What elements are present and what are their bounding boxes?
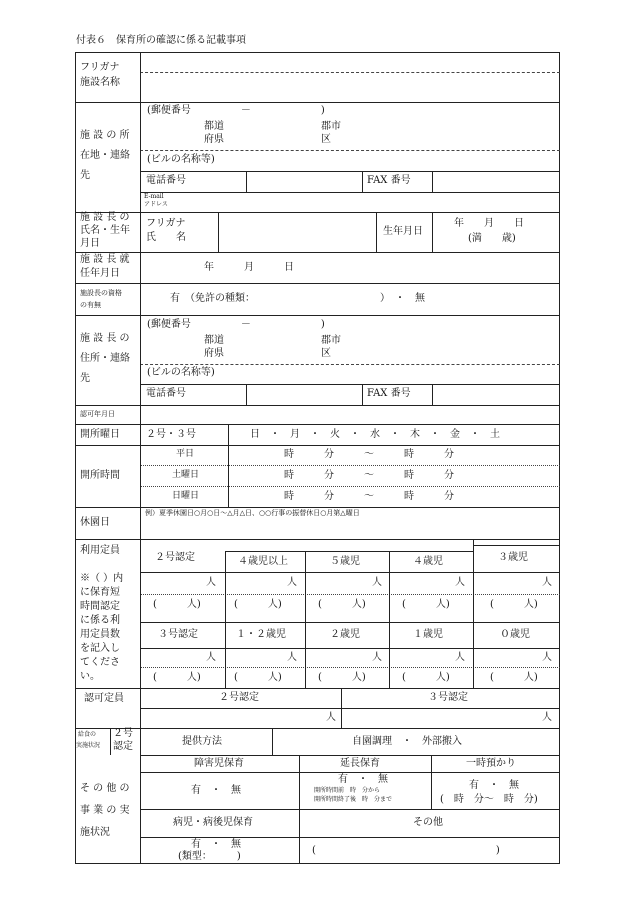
director-city-1: 郡市 (321, 335, 341, 346)
cap3-short-2[interactable]: ( 人) (234, 672, 282, 683)
director-city-2: 区 (321, 348, 331, 359)
sunday-time[interactable]: 時 分 ～ 時 分 (284, 491, 454, 502)
open-days-type: ２号・３号 (146, 429, 196, 440)
cert3-label: ３号認定 (158, 629, 198, 640)
capacity-note-3: 時間認定 (80, 601, 120, 612)
director-label-3: 月日 (80, 238, 100, 249)
director-address-label-2: 住所・連絡 (80, 353, 130, 364)
qualification-label-1: 施設長の資格 (80, 289, 122, 297)
open-hours-label: 開所時間 (80, 470, 120, 481)
city-label-1: 郡市 (321, 121, 341, 132)
open-days-value[interactable]: 日 ・ 月 ・ 火 ・ 水 ・ 木 ・ 金 ・ 土 (250, 429, 500, 440)
capacity-note-6: を記入し (80, 643, 120, 654)
service-temporary: 一時預かり (466, 758, 516, 769)
sick-child-yes-no[interactable]: 有 ・ 無 (191, 839, 241, 850)
meal-method-value[interactable]: 自園調理 ・ 外部搬入 (352, 736, 462, 747)
capacity-note-2: に保育短 (80, 587, 120, 598)
cap2-person-3[interactable]: 人 (372, 577, 382, 588)
extended-yes-no[interactable]: 有 ・ 無 (338, 774, 388, 785)
capacity-label: 利用定員 (80, 545, 120, 556)
age-1: １歳児 (413, 629, 443, 640)
other-service-value[interactable]: ( ) (312, 845, 500, 856)
location-label-1: 施 設 の 所 (80, 130, 130, 141)
cap2-person-5[interactable]: 人 (542, 577, 552, 588)
appointed-label-2: 任年月日 (80, 268, 120, 279)
age-4: ４歳児 (413, 556, 443, 567)
open-days-label: 開所曜日 (80, 429, 120, 440)
director-furigana: フリガナ (146, 218, 186, 229)
prefecture-label-2: 府県 (204, 134, 224, 145)
approved-cert2: ２号認定 (219, 692, 259, 703)
director-building-field[interactable]: (ビルの名称等) (147, 367, 215, 378)
approved-person-3[interactable]: 人 (542, 712, 552, 723)
age-4plus: ４歳児以上 (238, 556, 288, 567)
director-prefecture-2: 府県 (204, 348, 224, 359)
postal-code-field[interactable]: (郵便番号 － ) (147, 105, 325, 116)
qualification-value[interactable]: 有 （免許の種類： ） ・ 無 (170, 293, 425, 304)
cap2-short-5[interactable]: ( 人) (490, 599, 538, 610)
sick-child-label: 病児・病後児保育 (173, 817, 253, 828)
birth-label: 生年月日 (383, 226, 423, 237)
meal-label-1: 給食の (78, 731, 97, 738)
cap3-short-1[interactable]: ( 人) (153, 672, 201, 683)
location-label-2: 在地・連絡 (80, 150, 130, 161)
other-label-3: 施状況 (80, 827, 110, 838)
prefecture-label-1: 都道 (204, 121, 224, 132)
weekday-time[interactable]: 時 分 ～ 時 分 (284, 449, 454, 460)
cap2-short-3[interactable]: ( 人) (318, 599, 366, 610)
director-postal-code[interactable]: (郵便番号 － ) (147, 319, 325, 330)
capacity-note-5: 用定員数 (80, 629, 120, 640)
director-address-label-3: 先 (80, 373, 90, 384)
form-title: 付表６ 保育所の確認に係る記載事項 (76, 35, 246, 46)
city-label-2: 区 (321, 134, 331, 145)
cert2-label: ２号認定 (155, 552, 195, 563)
day-type-weekday: 平日 (176, 449, 195, 459)
capacity-note-4: に係る利 (80, 615, 120, 626)
approved-label: 認可定員 (84, 693, 124, 704)
age-value[interactable]: (満 歳) (468, 233, 516, 244)
extended-end[interactable]: 開所時間終了後 時 分まで (314, 796, 393, 803)
director-name-label: 氏 名 (146, 232, 186, 243)
cap2-person-4[interactable]: 人 (455, 577, 465, 588)
extended-start[interactable]: 開所時間前 時 分から (314, 787, 381, 794)
cap2-person-1[interactable]: 人 (206, 577, 216, 588)
approved-cert3: ３号認定 (428, 692, 468, 703)
age-2: ２歳児 (330, 629, 360, 640)
day-type-sunday: 日曜日 (172, 491, 200, 501)
holiday-note: 例）夏季休園日○月○日～△月△日、○○行事の振替休日○月第△曜日 (145, 509, 360, 517)
meal-label-2: 実施状況 (76, 742, 101, 749)
cap3-person-2[interactable]: 人 (287, 652, 297, 663)
saturday-time[interactable]: 時 分 ～ 時 分 (284, 470, 454, 481)
other-label-1: そ の 他 の (80, 783, 130, 794)
cap3-short-3[interactable]: ( 人) (318, 672, 366, 683)
furigana-label: フリガナ (80, 62, 120, 73)
cap3-short-5[interactable]: ( 人) (490, 672, 538, 683)
meal-cert-1: ２号 (113, 728, 133, 739)
service-disability: 障害児保育 (194, 758, 244, 769)
cap2-person-2[interactable]: 人 (287, 577, 297, 588)
cap3-person-4[interactable]: 人 (455, 652, 465, 663)
holiday-label: 休園日 (80, 517, 110, 528)
capacity-note-8: い。 (80, 671, 100, 682)
building-name-field[interactable]: (ビルの名称等) (147, 154, 215, 165)
other-service-label: その他 (413, 817, 443, 828)
director-address-label-1: 施 設 長 の (80, 333, 130, 344)
cap2-short-1[interactable]: ( 人) (153, 599, 201, 610)
disability-yes-no[interactable]: 有 ・ 無 (191, 785, 241, 796)
age-3: ３歳児 (498, 552, 528, 563)
temporary-time[interactable]: ( 時 分～ 時 分) (440, 794, 538, 805)
meal-cert-2: 認定 (113, 741, 133, 752)
birth-value[interactable]: 年 月 日 (454, 218, 524, 229)
director-label-1: 施 設 長 の (80, 212, 130, 223)
other-label-2: 事 業 の 実 (80, 805, 130, 816)
meal-method-label: 提供方法 (182, 736, 222, 747)
cap2-short-2[interactable]: ( 人) (234, 599, 282, 610)
appointed-label-1: 施 設 長 就 (80, 254, 130, 265)
temporary-yes-no[interactable]: 有 ・ 無 (469, 780, 519, 791)
director-fax-label: FAX 番号 (367, 388, 411, 399)
director-label-2: 氏名・生年 (80, 225, 130, 236)
facility-name-label: 施設名称 (80, 77, 120, 88)
authorized-date-label: 認可年月日 (80, 410, 115, 418)
appointed-value[interactable]: 年 月 日 (204, 262, 294, 273)
tel-label: 電話番号 (146, 175, 186, 186)
day-type-saturday: 土曜日 (172, 470, 200, 480)
director-prefecture-1: 都道 (204, 335, 224, 346)
email-label-2: アドレス (144, 201, 168, 208)
cap3-person-5[interactable]: 人 (542, 652, 552, 663)
director-tel-label: 電話番号 (146, 388, 186, 399)
cap3-short-4[interactable]: ( 人) (402, 672, 450, 683)
fax-label: FAX 番号 (367, 175, 411, 186)
service-extended: 延長保育 (340, 758, 380, 769)
age-5: ５歳児 (330, 556, 360, 567)
cap3-person-3[interactable]: 人 (372, 652, 382, 663)
approved-person-2[interactable]: 人 (326, 712, 336, 723)
age-0: ０歳児 (500, 629, 530, 640)
location-label-3: 先 (80, 170, 90, 181)
capacity-note-1: ※（ ）内 (80, 573, 124, 584)
qualification-label-2: の有無 (80, 301, 101, 309)
email-label-1: E-mail (144, 193, 164, 200)
capacity-note-7: てくださ (80, 657, 120, 668)
cap3-person-1[interactable]: 人 (206, 652, 216, 663)
age-1-2: １・２歳児 (236, 629, 286, 640)
sick-child-type[interactable]: (類型： ) (178, 851, 241, 862)
cap2-short-4[interactable]: ( 人) (402, 599, 450, 610)
